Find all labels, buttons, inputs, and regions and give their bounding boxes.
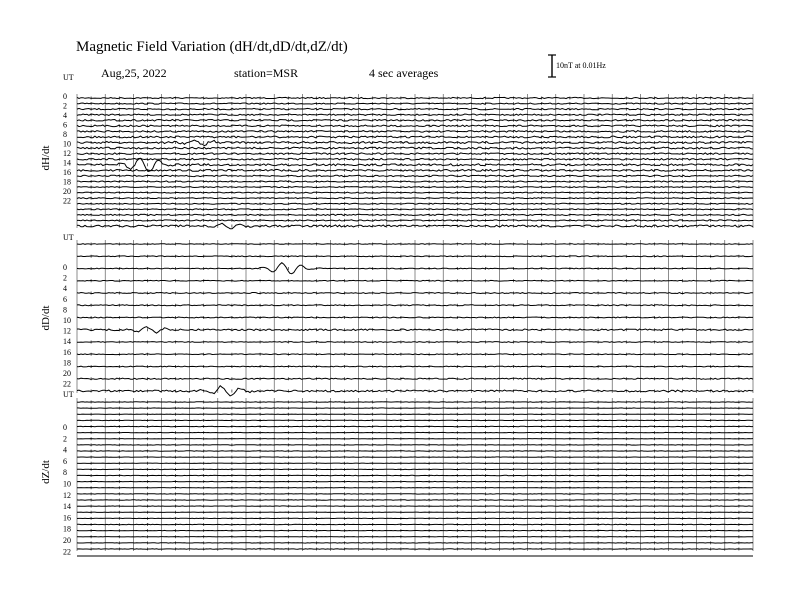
hour-tick-label: 2 bbox=[63, 434, 67, 444]
hour-tick-label: 2 bbox=[63, 273, 67, 283]
hour-tick-label: 12 bbox=[63, 149, 71, 158]
hour-tick-label: 16 bbox=[63, 513, 71, 523]
hour-tick-label: 8 bbox=[63, 305, 67, 315]
scale-bar bbox=[548, 55, 556, 77]
hour-tick-label: 22 bbox=[63, 196, 71, 206]
component-label: dD/dt bbox=[40, 305, 52, 331]
hour-tick-label: 6 bbox=[63, 456, 67, 466]
hour-tick-label: 14 bbox=[63, 337, 71, 347]
hour-tick-label: 8 bbox=[63, 468, 67, 478]
hour-tick-label: 0 bbox=[63, 92, 67, 101]
panel-dH-dt bbox=[40, 73, 753, 229]
hour-tick-label: 2 bbox=[63, 101, 67, 111]
hour-tick-label: 16 bbox=[63, 347, 71, 357]
hour-tick-label: 20 bbox=[63, 536, 71, 545]
date-label: Aug,25, 2022 bbox=[101, 66, 167, 80]
trace-line bbox=[77, 280, 753, 281]
chart-title: Magnetic Field Variation (dH/dt,dD/dt,dZ/dt) bbox=[76, 39, 348, 55]
hour-tick-label: 6 bbox=[63, 294, 67, 304]
component-label: dH/dt bbox=[40, 145, 52, 171]
hour-tick-label: 18 bbox=[63, 177, 71, 187]
hour-tick-label: 14 bbox=[63, 158, 71, 168]
hour-tick-label: 10 bbox=[63, 139, 71, 149]
hour-tick-label: 4 bbox=[63, 445, 67, 455]
hour-tick-label: 18 bbox=[63, 358, 71, 368]
time-axis-label: UT bbox=[63, 73, 74, 82]
hour-tick-label: 10 bbox=[63, 479, 71, 489]
hour-tick-label: 4 bbox=[63, 284, 67, 294]
hour-tick-label: 6 bbox=[63, 120, 67, 130]
hour-tick-label: 16 bbox=[63, 168, 71, 177]
hour-tick-label: 12 bbox=[63, 490, 71, 500]
time-axis-label: UT bbox=[63, 233, 74, 242]
averaging-label: 4 sec averages bbox=[369, 66, 439, 80]
station-label: station=MSR bbox=[234, 66, 299, 80]
component-label: dZ/dt bbox=[40, 460, 52, 484]
hour-tick-label: 8 bbox=[63, 130, 67, 139]
hour-tick-label: 4 bbox=[63, 111, 67, 120]
hour-tick-label: 22 bbox=[63, 547, 71, 557]
hour-tick-label: 20 bbox=[63, 187, 71, 196]
hour-tick-label: 0 bbox=[63, 263, 67, 272]
hour-tick-label: 22 bbox=[63, 379, 71, 389]
hour-tick-label: 20 bbox=[63, 369, 71, 378]
panel-dD-dt bbox=[40, 233, 753, 396]
hour-tick-label: 0 bbox=[63, 423, 67, 432]
hour-tick-label: 12 bbox=[63, 326, 71, 336]
hour-tick-label: 18 bbox=[63, 524, 71, 534]
scale-bar-label: 10nT at 0.01Hz bbox=[556, 61, 606, 70]
trace-line bbox=[77, 244, 753, 245]
panel-dZ-dt bbox=[40, 390, 753, 556]
trace-line bbox=[77, 209, 753, 210]
hour-tick-label: 10 bbox=[63, 316, 71, 325]
hour-tick-label: 14 bbox=[63, 502, 71, 512]
time-axis-label: UT bbox=[63, 390, 74, 399]
